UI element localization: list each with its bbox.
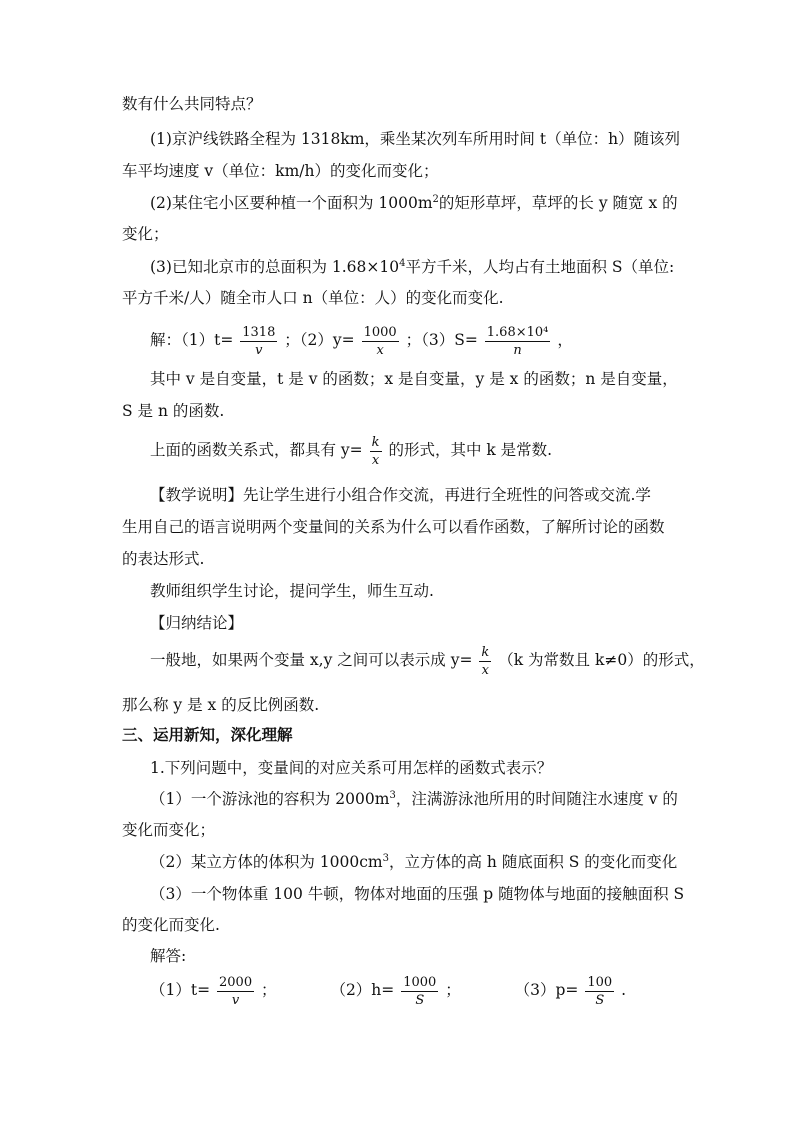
text: (2)某住宅小区要种植一个面积为 1000m	[150, 194, 433, 212]
paragraph-line	[122, 93, 262, 115]
superscript: 3	[382, 852, 389, 864]
text: ；	[445, 981, 461, 999]
paragraph-line	[150, 883, 684, 905]
fraction	[240, 326, 277, 357]
text: 1.下列问题中，变量间的对应关系可用怎样的函数式表示？	[150, 759, 553, 777]
paragraph-line	[122, 160, 438, 182]
fraction-numerator: 1318	[242, 324, 276, 340]
text: 变化；	[122, 225, 169, 243]
superscript: 2	[432, 193, 439, 205]
fraction-denominator: v	[255, 342, 263, 358]
text: 【归纳结论】	[150, 614, 244, 632]
paragraph-line	[122, 516, 665, 538]
text: （2）h=	[330, 981, 395, 999]
text: 平方千米，人均占有土地面积 S（单位:	[405, 258, 675, 276]
text: 变化而变化；	[122, 821, 216, 839]
text: 的形式，其中 k 是常数.	[388, 441, 553, 459]
paragraph-line	[122, 914, 220, 936]
text: ；（3）S=	[405, 331, 478, 349]
solution-line	[150, 320, 573, 360]
text: ；（2）y=	[284, 331, 355, 349]
text: ，注满游泳池所用的时间随注水速度 v 的	[395, 790, 678, 808]
text: （1）一个游泳池的容积为 2000m	[150, 790, 390, 808]
section-heading	[122, 724, 293, 746]
fraction	[217, 976, 254, 1007]
fraction	[401, 976, 438, 1007]
text: ，	[557, 331, 573, 349]
fraction-numerator: k	[371, 434, 380, 450]
text: 上面的函数关系式，都具有 y=	[150, 441, 363, 459]
paragraph-line	[150, 945, 186, 967]
text: 生用自己的语言说明两个变量间的关系为什么可以看作函数，了解所讨论的函数	[122, 518, 665, 536]
text: ；	[261, 981, 277, 999]
text: 的矩形草坪，草坪的长 y 随宽 x 的	[438, 194, 678, 212]
paragraph-line	[122, 694, 319, 716]
fraction-numerator: 1000	[403, 974, 437, 990]
text: (3)已知北京市的总面积为 1.68×10	[150, 258, 400, 276]
paragraph-line	[122, 400, 224, 422]
text: 解答:	[150, 947, 187, 965]
paragraph-line	[150, 192, 678, 214]
fraction	[370, 436, 382, 467]
paragraph-line	[122, 223, 169, 245]
paragraph-line	[150, 851, 677, 873]
fraction-numerator: 1000	[363, 324, 397, 340]
text: 数有什么共同特点？	[122, 95, 262, 113]
text: ，立方体的高 h 随底面积 S 的变化而变化	[389, 853, 678, 871]
text: 平方千米/人）随全市人口 n（单位：人）的变化而变化.	[122, 289, 504, 307]
text: (1)京沪线铁路全程为 1318km，乘坐某次列车所用时间 t（单位：h）随该列	[150, 130, 681, 148]
fraction-denominator: x	[371, 452, 380, 468]
text: 解：（1）t=	[150, 331, 234, 349]
text: 车平均速度 v（单位：km/h）的变化而变化；	[122, 162, 439, 180]
text: 那么称 y 是 x 的反比例函数.	[122, 696, 320, 714]
paragraph-line	[122, 287, 504, 309]
text: 的变化而变化.	[122, 916, 220, 934]
fraction	[362, 326, 399, 357]
paragraph-line	[150, 368, 678, 390]
fraction-numerator: 1.68×10⁴	[486, 324, 549, 340]
fraction-denominator: v	[231, 992, 240, 1008]
fraction-numerator: k	[481, 644, 490, 660]
fraction	[585, 976, 614, 1007]
fraction-denominator: n	[513, 342, 522, 358]
fraction-denominator: S	[415, 992, 425, 1008]
fraction-numerator: 2000	[219, 974, 253, 990]
paragraph-line	[150, 788, 678, 810]
text: S 是 n 的函数.	[122, 402, 225, 420]
paragraph-line	[150, 128, 680, 150]
paragraph-line	[150, 757, 552, 779]
text: 教师组织学生讨论，提问学生，师生互动.	[150, 582, 434, 600]
fraction-denominator: S	[595, 992, 605, 1008]
superscript: 3	[389, 789, 396, 801]
paragraph-line	[150, 430, 552, 470]
text: 其中 v 是自变量，t 是 v 的函数；x 是自变量，y 是 x 的函数；n 是自变量，	[150, 370, 678, 388]
fraction	[485, 326, 551, 357]
paragraph-line	[122, 819, 215, 841]
text: 【教学说明】先让学生进行小组合作交流，再进行全班性的问答或交流.学	[150, 486, 651, 504]
fraction-denominator: x	[481, 662, 489, 678]
paragraph-line	[122, 548, 204, 570]
text: 三、运用新知，深化理解	[122, 726, 293, 744]
fraction	[479, 646, 491, 677]
paragraph-line	[150, 640, 705, 680]
text: （3）p=	[514, 981, 579, 999]
text: .	[621, 981, 627, 999]
paragraph-line	[150, 612, 243, 634]
text: （2）某立方体的体积为 1000cm	[150, 853, 383, 871]
paragraph-line	[150, 580, 434, 602]
paragraph-line	[150, 484, 651, 506]
text: 的表达形式.	[122, 550, 205, 568]
superscript: 4	[399, 257, 406, 269]
answer-line	[150, 970, 626, 1010]
text: （k 为常数且 k≠0）的形式，	[498, 651, 705, 669]
fraction-denominator: x	[376, 342, 384, 358]
text: （3）一个物体重 100 牛顿，物体对地面的压强 p 随物体与地面的接触面积 S	[150, 885, 685, 903]
paragraph-line	[150, 256, 674, 278]
text: 一般地，如果两个变量 x,y 之间可以表示成 y=	[150, 651, 473, 669]
text: （1）t=	[150, 981, 211, 999]
fraction-numerator: 100	[587, 974, 613, 990]
